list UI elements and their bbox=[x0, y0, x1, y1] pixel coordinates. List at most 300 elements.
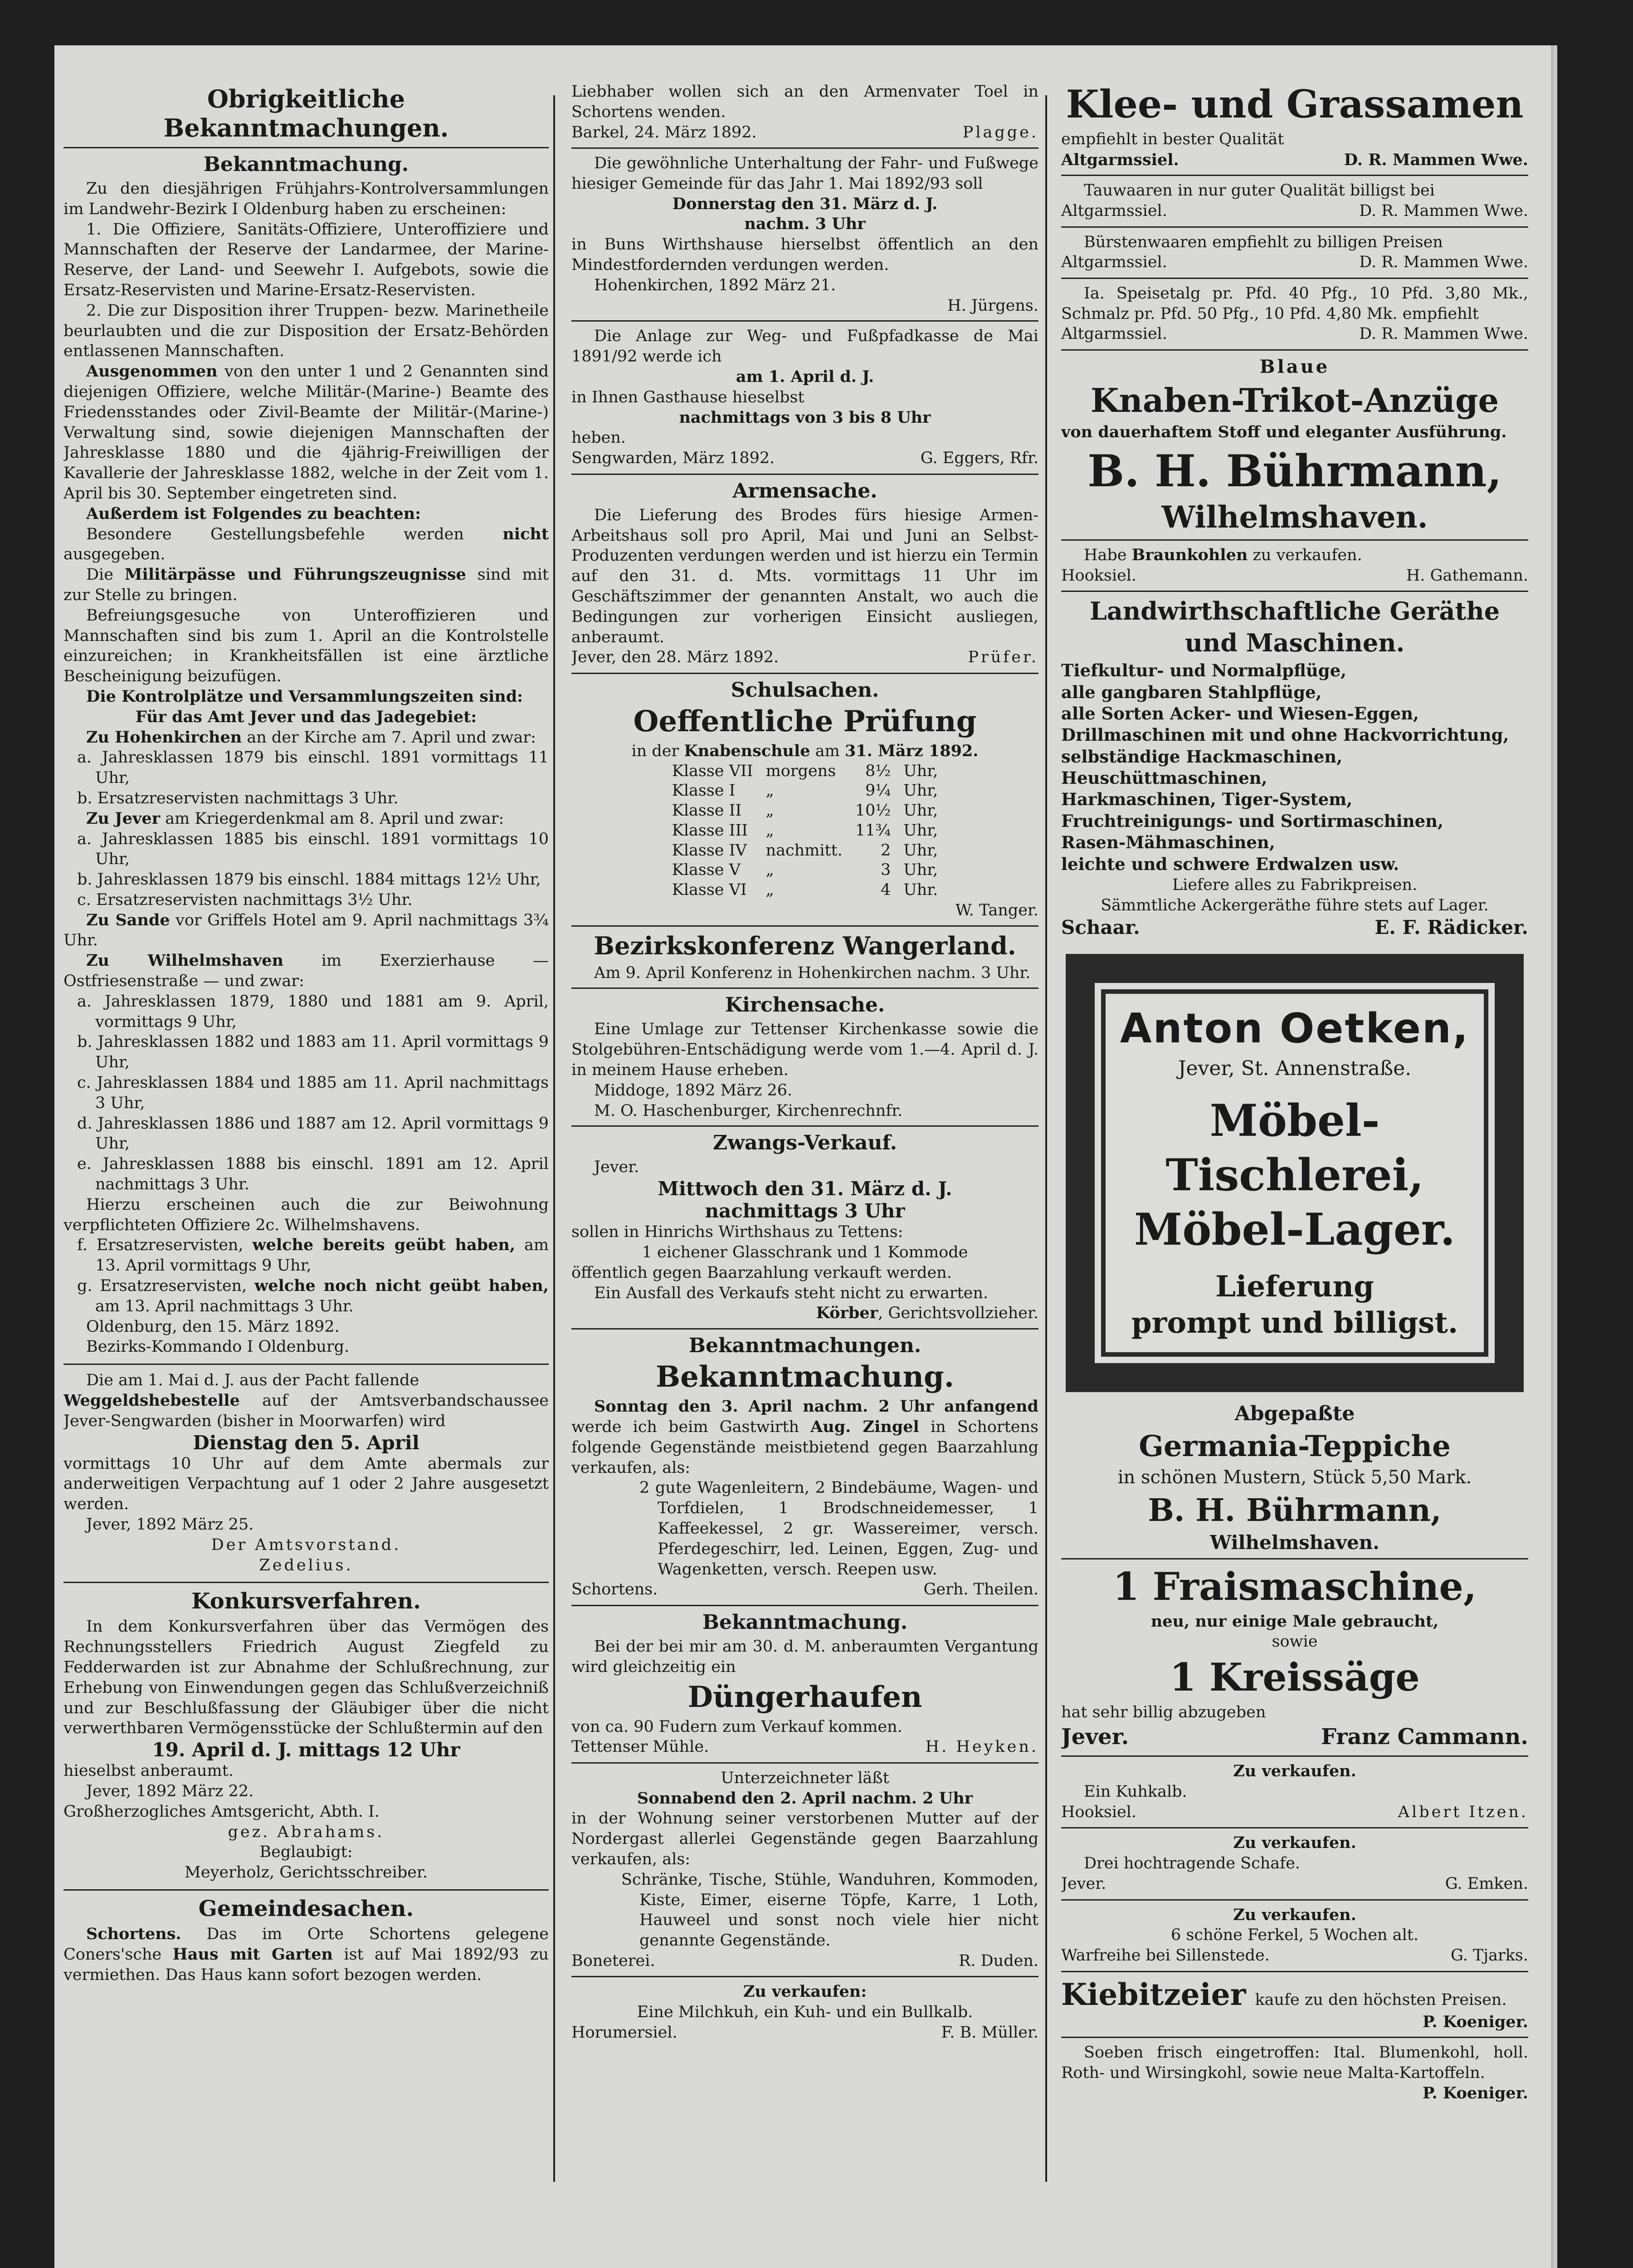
divider bbox=[63, 1582, 549, 1583]
section-heading: Bezirkskonferenz Wangerland. bbox=[594, 931, 1016, 960]
divider bbox=[63, 1889, 549, 1891]
signature: H. Heyken. bbox=[925, 1738, 1038, 1756]
ad-address: Jever, St. Annenstraße. bbox=[1178, 1057, 1412, 1080]
ad-text: Liefere alles zu Fabrikpreisen. bbox=[1172, 875, 1418, 894]
place-date: Barkel, 24. März 1892. bbox=[571, 123, 757, 142]
divider bbox=[571, 1605, 1038, 1606]
section-heading: Zu verkaufen. bbox=[1233, 1762, 1356, 1781]
exam-schedule-cell: „ bbox=[765, 802, 774, 820]
place-date: Hohenkirchen, 1892 März 21. bbox=[594, 276, 836, 294]
signature: G. Emken. bbox=[1445, 1875, 1528, 1893]
place: Altgarmssiel. bbox=[1061, 202, 1167, 220]
exam-schedule-row bbox=[666, 880, 945, 900]
exam-schedule-cell: Klasse VII bbox=[672, 762, 753, 780]
ad-title: 1 Kreissäge bbox=[1170, 1655, 1420, 1700]
notice-text bbox=[571, 741, 1038, 762]
ad-text: von dauerhaftem Stoff und eleganter Ausführung. bbox=[1061, 423, 1507, 442]
ad-text: Blaue bbox=[1259, 356, 1330, 377]
notice-text bbox=[63, 1924, 549, 1985]
place-date: Jever, den 28. März 1892. bbox=[571, 648, 779, 667]
text: ist auf Mai 1892/93 zu vermiethen. Das Haus kann sofort bezogen werden. bbox=[63, 1945, 549, 1984]
divider bbox=[571, 147, 1038, 149]
signature: M. O. Haschenburger, Kirchenrechnfr. bbox=[594, 1101, 903, 1120]
place-date: Schortens. bbox=[571, 1580, 658, 1599]
signature-line bbox=[1061, 1945, 1528, 1966]
notice-title: Oeffentliche Prüfung bbox=[633, 704, 977, 738]
notice-text: Befreiungsgesuche von Unteroffizieren und Mannschaften sind bis zum 1. April an die Kontrolstelle einzureichen; in Krankheitsfällen ist eine ärztliche Bescheinigung beizufügen. bbox=[63, 606, 549, 686]
divider bbox=[63, 147, 549, 148]
section-heading: Gemeindesachen. bbox=[198, 1896, 414, 1921]
divider bbox=[571, 925, 1038, 927]
bold-text: Aug. Zingel bbox=[810, 1418, 919, 1437]
signature: E. F. Rädicker. bbox=[1375, 916, 1528, 939]
section-heading: Zu verkaufen. bbox=[1233, 1833, 1356, 1853]
bold-text: Sonntag den 3. April nachm. 2 Uhr anfangend bbox=[594, 1397, 1038, 1416]
exam-schedule-cell: Uhr, bbox=[903, 802, 938, 820]
notice-item bbox=[63, 1235, 549, 1276]
divider bbox=[571, 1328, 1038, 1330]
notice-text: Am 9. April Konferenz in Hohenkirchen nachm. 3 Uhr. bbox=[594, 963, 1031, 982]
signature: R. Duden. bbox=[959, 1951, 1038, 1970]
section-heading: Zu verkaufen. bbox=[1233, 1905, 1356, 1924]
section-heading: Bekanntmachung. bbox=[702, 1610, 908, 1634]
notice-date: nachm. 3 Uhr bbox=[744, 215, 866, 234]
notice-text: hieselbst anberaumt. bbox=[63, 1762, 234, 1780]
notice-text: 2. Die zur Disposition ihrer Truppen- bezw. Marinetheile beurlaubten und die zur Disposition der Ersatz-Behörden entlassenen Mannschaften. bbox=[63, 301, 549, 361]
exam-schedule-cell: Klasse V bbox=[672, 861, 741, 880]
signature: D. R. Mammen Wwe. bbox=[1359, 325, 1528, 343]
signature-line bbox=[571, 1737, 1038, 1758]
bold-text: nicht bbox=[502, 524, 549, 543]
ad-text: prompt und billigst. bbox=[1131, 1306, 1458, 1340]
section-heading: Schulsachen. bbox=[731, 678, 879, 702]
ad-text: Drei hochtragende Schafe. bbox=[1084, 1854, 1300, 1873]
exam-schedule-cell: 8½ bbox=[865, 762, 891, 780]
exam-schedule-row bbox=[666, 801, 945, 821]
signature-line bbox=[1061, 150, 1528, 171]
signature-line bbox=[571, 448, 1038, 469]
bold-text: Haus mit Garten bbox=[172, 1945, 333, 1964]
notice-text: 1 eichener Glasschrank und 1 Kommode bbox=[642, 1243, 968, 1262]
text: zu verkaufen. bbox=[1248, 546, 1362, 564]
bold-text: Braunkohlen bbox=[1131, 545, 1248, 564]
ad-text: Bürstenwaaren empfiehlt zu billigen Preisen bbox=[1084, 233, 1443, 251]
signature: Bezirks-Kommando I Oldenburg. bbox=[86, 1338, 350, 1356]
exam-schedule-cell: 2 bbox=[880, 841, 891, 860]
exam-schedule-cell: Uhr. bbox=[903, 881, 938, 899]
notice-text: Ein Ausfall des Verkaufs steht nicht zu erwarten. bbox=[594, 1284, 988, 1302]
notice-text: vormittags 10 Uhr auf dem Amte abermals zur anderweitigen Verpachtung auf 1 oder 2 Jahre ausgesetzt werden. bbox=[63, 1454, 549, 1514]
notice-text: 1. Die Offiziere, Sanitäts-Offiziere, Unteroffiziere und Mannschaften der Reserve der Landarmee, der Marine-Reserve, der Land- und Seewehr I. Aufgebots, sowie die Ersatz-Reservisten und Marine-Ersatz-Reservisten. bbox=[63, 220, 549, 299]
notice-text: Die Lieferung des Brodes fürs hiesige Armen-Arbeitshaus soll pro April, Mai und Juni an Selbst-Produzenten verdungen werden und ist hierzu ein Termin auf den 31. d. Mts. vormittags 11 Uhr im Geschäftszimmer der genannten Anstalt, wo auch die Bedingungen zur vorherigen Einsicht ausliegen, anberaumt. bbox=[571, 506, 1038, 646]
text: im Exerzierhause — Ostfriesenstraße — und zwar: bbox=[63, 952, 549, 991]
column-left bbox=[63, 82, 549, 2214]
signature: Zedelius. bbox=[259, 1556, 353, 1574]
newspaper-page bbox=[54, 45, 1551, 2268]
signature-line bbox=[571, 647, 1038, 668]
place-date: Middoge, 1892 März 26. bbox=[594, 1081, 793, 1100]
bold-text: Weggeldshebestelle bbox=[63, 1391, 240, 1410]
notice-text: Die Anlage zur Weg- und Fußpfadkasse de Mai 1891/92 werde ich bbox=[571, 327, 1038, 366]
divider bbox=[571, 1976, 1038, 1977]
exam-schedule-cell: „ bbox=[765, 861, 774, 880]
bold-text: Zu Jever bbox=[86, 809, 161, 828]
text: in Schortens folgende Gegenstände meistbietend gegen Baarzahlung verkaufen, als: bbox=[571, 1418, 1038, 1477]
text: g. Ersatzreservisten, bbox=[77, 1277, 255, 1295]
ad-text: Lieferung bbox=[1215, 1270, 1374, 1304]
section-heading: Kirchensache. bbox=[725, 993, 885, 1017]
notice-text: Die gewöhnliche Unterhaltung der Fahr- und Fußwege hiesiger Gemeinde für das Jahr 1. Mai 1892/93 soll bbox=[571, 154, 1038, 193]
notice-date: nachmittags 3 Uhr bbox=[705, 1200, 905, 1222]
text: in der bbox=[631, 742, 684, 760]
ad-title: Landwirthschaftliche Geräthe bbox=[1089, 596, 1500, 626]
notice-text: Liebhaber wollen sich an den Armenvater Toel in Schortens wenden. bbox=[571, 83, 1038, 121]
ad-text: neu, nur einige Male gebraucht, bbox=[1150, 1612, 1439, 1631]
signature-line bbox=[1061, 324, 1528, 345]
place-date: Oldenburg, den 15. März 1892. bbox=[86, 1317, 340, 1336]
exam-schedule-cell: 10½ bbox=[855, 802, 891, 820]
exam-schedule-cell: nachmitt. bbox=[765, 841, 843, 860]
column-right bbox=[1061, 82, 1528, 2214]
signature bbox=[571, 1303, 1038, 1324]
ad-place: Wilhelmshaven. bbox=[1210, 1531, 1380, 1554]
signature: Beglaubigt: bbox=[259, 1843, 353, 1862]
notice-text: Die am 1. Mai d. J. aus der Pacht fallende bbox=[86, 1371, 419, 1390]
notice-item: d. Jahresklassen 1886 und 1887 am 12. April vormittags 9 Uhr, bbox=[77, 1114, 549, 1153]
notice-text bbox=[63, 809, 549, 829]
notice-item: a. Jahresklassen 1879 bis einschl. 1891 vormittags 11 Uhr, bbox=[77, 748, 549, 787]
ad-place: Wilhelmshaven. bbox=[1161, 499, 1428, 535]
exam-schedule-cell: Klasse III bbox=[672, 821, 748, 840]
divider bbox=[1061, 1899, 1528, 1901]
divider bbox=[571, 987, 1038, 989]
signature-line bbox=[1061, 1874, 1528, 1895]
text: sind mit zur Stelle zu bringen. bbox=[63, 566, 549, 604]
exam-schedule-cell: 11¾ bbox=[855, 821, 891, 840]
place: Schaar. bbox=[1061, 916, 1140, 939]
ad-text: Soeben frisch eingetroffen: Ital. Blumenkohl, holl. Roth- und Wirsingkohl, sowie neue Malta-Kartoffeln. bbox=[1061, 2043, 1528, 2082]
notice-item: c. Jahresklassen 1884 und 1885 am 11. April nachmittags 3 Uhr, bbox=[77, 1074, 549, 1112]
machinery-item: alle Sorten Acker- und Wiesen-Eggen, bbox=[1061, 703, 1419, 723]
signature-line bbox=[1061, 1802, 1528, 1823]
exam-schedule-row bbox=[666, 841, 945, 861]
notice-text: in der Wohnung seiner verstorbenen Mutter auf der Nordergast allerlei Gegenstände gegen Baarzahlung verkaufen, als: bbox=[571, 1809, 1038, 1868]
notice-text: Eine Umlage zur Tettenser Kirchenkasse sowie die Stolgebühren-Entschädigung werde vom 1.—4. April d. J. in meinem Hause erheben. bbox=[571, 1020, 1038, 1080]
text: werde ich beim Gastwirth bbox=[571, 1418, 811, 1437]
divider bbox=[571, 1125, 1038, 1127]
text: Besondere Gestellungsbefehle werden bbox=[86, 525, 503, 543]
text: ausgegeben. bbox=[63, 545, 166, 564]
signature: G. Eggers, Rfr. bbox=[920, 449, 1038, 468]
bold-text: Ausgenommen bbox=[86, 362, 218, 381]
signature: Großherzogliches Amtsgericht, Abth. I. bbox=[63, 1802, 380, 1821]
notice-date: 19. April d. J. mittags 12 Uhr bbox=[152, 1739, 460, 1761]
text: f. Ersatzreservisten, bbox=[77, 1236, 253, 1255]
machinery-item: Heuschüttmaschinen, bbox=[1061, 768, 1267, 788]
place-date: Jever, 1892 März 22. bbox=[86, 1782, 254, 1800]
divider bbox=[571, 320, 1038, 322]
machinery-item: selbständige Hackmaschinen, bbox=[1061, 746, 1343, 767]
exam-schedule-cell: Klasse VI bbox=[672, 881, 747, 899]
bold-text: Knabenschule bbox=[684, 741, 810, 760]
section-heading: Zwangs-Verkauf. bbox=[712, 1131, 897, 1155]
machinery-item: Drillmaschinen mit und ohne Hackvorrichtung, bbox=[1061, 725, 1509, 745]
signature: Meyerholz, Gerichtsschreiber. bbox=[185, 1863, 428, 1882]
notice-text: Für das Amt Jever und das Jadegebiet: bbox=[135, 707, 477, 726]
notice-text bbox=[63, 524, 549, 565]
oetken-ad-frame bbox=[1066, 954, 1524, 1392]
ad-title: Kiebitzeier bbox=[1061, 1976, 1246, 2012]
exam-schedule-cell: „ bbox=[765, 782, 774, 800]
signature-line bbox=[571, 122, 1038, 143]
notice-text bbox=[63, 1391, 549, 1432]
section-heading: Konkursverfahren. bbox=[191, 1589, 421, 1614]
divider bbox=[571, 673, 1038, 674]
notice-text: Zu den diesjährigen Frühjahrs-Kontrolversammlungen im Landwehr-Bezirk I Oldenburg haben zu erscheinen: bbox=[63, 180, 549, 218]
ad-text: hat sehr billig abzugeben bbox=[1061, 1703, 1266, 1722]
notice-text bbox=[571, 1397, 1038, 1478]
place: Warfreihe bei Sillenstede. bbox=[1061, 1946, 1270, 1965]
text: Habe bbox=[1084, 546, 1132, 564]
signature: Prüfer. bbox=[968, 648, 1038, 667]
exam-schedule-cell: 3 bbox=[880, 861, 891, 880]
bold-text: Militärpässe und Führungszeugnisse bbox=[124, 565, 466, 584]
ad-text: 6 schöne Ferkel, 5 Wochen alt. bbox=[1171, 1926, 1419, 1945]
signature: G. Tjarks. bbox=[1450, 1946, 1528, 1965]
place: Altgarmssiel. bbox=[1061, 253, 1167, 272]
notice-text bbox=[63, 728, 549, 748]
ad-text: Ein Kuhkalb. bbox=[1084, 1783, 1187, 1801]
place: Altgarmssiel. bbox=[1061, 150, 1179, 169]
ad-text: Abgepaßte bbox=[1234, 1402, 1355, 1426]
ad-title: Möbel-Lager. bbox=[1134, 1204, 1455, 1256]
bold-text: welche bereits geübt haben, bbox=[252, 1236, 516, 1255]
text: am bbox=[810, 742, 845, 760]
notice-date: nachmittags von 3 bis 8 Uhr bbox=[679, 408, 931, 427]
divider bbox=[1061, 591, 1528, 592]
section-heading: Obrigkeitliche Bekanntmachungen. bbox=[163, 84, 449, 142]
place: Jever. bbox=[1061, 1724, 1129, 1750]
exam-schedule-cell: Klasse IV bbox=[672, 841, 747, 860]
signature: Plagge. bbox=[962, 123, 1038, 142]
notice-text: Hierzu erscheinen auch die zur Beiwohnung verpflichteten Offiziere 2c. Wilhelmshavens. bbox=[63, 1195, 549, 1234]
exam-schedule-cell: „ bbox=[765, 881, 774, 899]
notice-text: heben. bbox=[571, 429, 626, 447]
signature: H. Gathemann. bbox=[1406, 566, 1528, 585]
notice-item: b. Jahresklassen 1882 und 1883 am 11. April vormittags 9 Uhr, bbox=[77, 1033, 549, 1072]
signature: D. R. Mammen Wwe. bbox=[1344, 150, 1528, 169]
ad-name: B. H. Bührmann, bbox=[1087, 445, 1502, 497]
text: an der Kirche am 7. April und zwar: bbox=[242, 728, 536, 747]
signature: W. Tanger. bbox=[955, 901, 1038, 919]
signature-line bbox=[1061, 566, 1528, 587]
notice-date: Mittwoch den 31. März d. J. bbox=[658, 1178, 952, 1200]
divider bbox=[571, 1762, 1038, 1764]
place: Jever. bbox=[1061, 1875, 1107, 1893]
notice-item: b. Ersatzreservisten nachmittags 3 Uhr. bbox=[77, 789, 399, 807]
ad-text: empfiehlt in bester Qualität bbox=[1061, 130, 1284, 148]
column-rule bbox=[553, 95, 555, 2182]
ad-title: Klee- und Grassamen bbox=[1066, 82, 1524, 127]
machinery-item: Tiefkultur- und Normalpflüge, bbox=[1061, 660, 1347, 681]
divider bbox=[1061, 175, 1528, 176]
notice-item: b. Jahresklassen 1879 bis einschl. 1884 mittags 12½ Uhr, bbox=[77, 870, 541, 889]
notice-date: Sonnabend den 2. April nachm. 2 Uhr bbox=[637, 1789, 973, 1808]
place-date: Horumersiel. bbox=[571, 2024, 678, 2042]
signature: D. R. Mammen Wwe. bbox=[1359, 253, 1528, 272]
text: am 13. April nachmittags 3 Uhr. bbox=[95, 1297, 354, 1315]
divider bbox=[1061, 1971, 1528, 1972]
signature-line bbox=[1061, 201, 1528, 222]
signature-line bbox=[571, 2023, 1038, 2043]
ad-name: B. H. Bührmann, bbox=[1148, 1492, 1442, 1529]
notice-item: c. Ersatzreservisten nachmittags 3½ Uhr. bbox=[77, 890, 413, 909]
notice-date: Dienstag den 5. April bbox=[193, 1431, 419, 1454]
signature: Gerh. Theilen. bbox=[923, 1580, 1038, 1599]
ad-title: 1 Fraismaschine, bbox=[1112, 1564, 1477, 1609]
machinery-item: Harkmaschinen, Tiger-System, bbox=[1061, 789, 1353, 810]
place: Hooksiel. bbox=[1061, 1803, 1137, 1821]
notice-text: Schränke, Tische, Stühle, Wanduhren, Kommoden, Kiste, Eimer, eiserne Töpfe, Karre, 1 Loth, Hauweel und sonst noch viele hier nicht genannte Gegenstände. bbox=[621, 1870, 1038, 1950]
text: auf der Amtsverbandschaussee Jever-Sengwarden (bisher in Moorwarfen) wird bbox=[63, 1392, 549, 1430]
divider bbox=[1061, 278, 1528, 279]
signature-line bbox=[1061, 915, 1528, 940]
machinery-list bbox=[1061, 660, 1528, 875]
machinery-item: leichte und schwere Erdwalzen usw. bbox=[1061, 854, 1399, 874]
signature: Franz Cammann. bbox=[1321, 1724, 1528, 1750]
notice-date: Donnerstag den 31. März d. J. bbox=[672, 194, 938, 213]
section-heading: Zu verkaufen: bbox=[743, 1982, 867, 2001]
text: Das im Orte Schortens gelegene Coners'sche bbox=[63, 1925, 549, 1964]
column-middle bbox=[571, 82, 1038, 2214]
exam-schedule-row bbox=[666, 860, 945, 880]
divider bbox=[1061, 1558, 1528, 1559]
bold-text: Zu Wilhelmshaven bbox=[86, 951, 283, 970]
notice-text: 2 gute Wagenleitern, 2 Bindebäume, Wagen- und Torfdielen, 1 Brodschneidemesser, 1 Kaffeekessel, 2 gr. Wassereimer, versch. Pferdegeschirr, led. Leinen, Eggen, Zug- und Wagenketten, versch. Reepen usw. bbox=[639, 1479, 1038, 1579]
notice-text: Bei der bei mir am 30. d. M. anberaumten Vergantung wird gleichzeitig ein bbox=[571, 1637, 1038, 1676]
exam-schedule-cell: Uhr, bbox=[903, 861, 938, 880]
divider bbox=[571, 474, 1038, 475]
exam-schedule-row bbox=[666, 781, 945, 801]
column-rule bbox=[1045, 95, 1047, 2182]
bold-text: Schortens. bbox=[86, 1924, 181, 1943]
place: Jever. bbox=[594, 1158, 639, 1177]
divider bbox=[1061, 1827, 1528, 1828]
bold-text: 31. März 1892. bbox=[844, 741, 979, 760]
machinery-item: alle gangbaren Stahlpflüge, bbox=[1061, 682, 1322, 702]
divider bbox=[1061, 539, 1528, 541]
divider bbox=[63, 1364, 549, 1365]
exam-schedule-cell: Uhr, bbox=[903, 782, 938, 800]
ad-title: Germania-Teppiche bbox=[1139, 1429, 1451, 1464]
notice-title: Bekanntmachung. bbox=[203, 153, 409, 176]
place-date: Tettenser Mühle. bbox=[571, 1738, 709, 1756]
notice-text: sollen in Hinrichs Wirthshaus zu Tettens: bbox=[571, 1223, 903, 1242]
signature: D. R. Mammen Wwe. bbox=[1359, 202, 1528, 220]
ad-name: Anton Oetken, bbox=[1120, 1005, 1470, 1053]
exam-schedule-cell: „ bbox=[765, 821, 774, 840]
notice-text: Unterzeichneter läßt bbox=[721, 1769, 889, 1787]
ad-text: Ia. Speisetalg pr. Pfd. 40 Pfg., 10 Pfd. 3,80 Mk., Schmalz pr. Pfd. 50 Pfg., 10 Pfd. 4,80 Mk. empfiehlt bbox=[1061, 284, 1528, 323]
signature: Der Amtsvorstand. bbox=[211, 1535, 401, 1554]
exam-schedule-cell: 4 bbox=[880, 881, 891, 899]
text: von den unter 1 und 2 Genannten sind diejenigen Offiziere, welche Militär-(Marine-) Beamte des Friedensstandes oder Zivil-Beamte der Militär-(Marine-) Verwaltung sind, sowie diejenigen Mannschaften der Jahresklasse 1880 und die 4jährig-Freiwilligen der Kavallerie der Jahresklasse 1882, welche in der Zeit vom 1. April bis 30. September eingetreten sind. bbox=[63, 362, 549, 503]
signature: gez. Abrahams. bbox=[228, 1823, 385, 1841]
bold-text: welche noch nicht geübt haben, bbox=[254, 1276, 549, 1295]
ad-text: kaufe zu den höchsten Preisen. bbox=[1255, 1990, 1507, 2009]
notice-item: e. Jahresklassen 1888 bis einschl. 1891 am 12. April nachmittags 3 Uhr. bbox=[77, 1155, 549, 1194]
notice-text: öffentlich gegen Baarzahlung verkauft werden. bbox=[571, 1263, 952, 1282]
signature: Albert Itzen. bbox=[1398, 1803, 1528, 1821]
ad-title: Möbel-Tischlerei, bbox=[1165, 1095, 1424, 1201]
divider bbox=[1061, 226, 1528, 228]
exam-schedule-cell: Uhr, bbox=[903, 821, 938, 840]
divider bbox=[1061, 349, 1528, 351]
notice-title: Bekanntmachung. bbox=[655, 1360, 955, 1394]
notice-date: am 1. April d. J. bbox=[736, 367, 874, 386]
ad-text: Tauwaaren in nur guter Qualität billigst bei bbox=[1084, 181, 1435, 200]
machinery-item: Fruchtreinigungs- und Sortirmaschinen, bbox=[1061, 811, 1443, 831]
ad-title: Knaben-Trikot-Anzüge bbox=[1090, 381, 1499, 420]
place-date: Sengwarden, März 1892. bbox=[571, 449, 775, 468]
bold-text: Zu Sande bbox=[86, 910, 170, 929]
exam-schedule-cell: Klasse II bbox=[672, 802, 742, 820]
place: Hooksiel. bbox=[1061, 566, 1137, 585]
signature-line bbox=[1061, 252, 1528, 273]
exam-schedule-table bbox=[666, 762, 945, 900]
signature: P. Koeniger. bbox=[1422, 2012, 1528, 2031]
ad-text: in schönen Mustern, Stück 5,50 Mark. bbox=[1117, 1467, 1472, 1488]
notice-text: in Buns Wirthshause hierselbst öffentlich an den Mindestfordernden verdungen werden. bbox=[571, 235, 1038, 274]
signature-line bbox=[571, 1951, 1038, 1972]
notice-text: Außerdem ist Folgendes zu beachten: bbox=[86, 504, 421, 523]
signature: P. Koeniger. bbox=[1422, 2084, 1528, 2102]
text: vor Griffels Hotel am 9. April nachmittags 3¾ Uhr. bbox=[63, 911, 549, 950]
exam-schedule-cell: Uhr, bbox=[903, 841, 938, 860]
ad-text bbox=[1061, 545, 1528, 566]
notice-text: Die Kontrolplätze und Versammlungszeiten sind: bbox=[86, 687, 523, 706]
ad-title: und Maschinen. bbox=[1185, 628, 1405, 658]
signature-line bbox=[571, 1579, 1038, 1600]
notice-item: a. Jahresklassen 1885 bis einschl. 1891 vormittags 10 Uhr, bbox=[77, 830, 549, 869]
text: , Gerichtsvollzieher. bbox=[878, 1304, 1038, 1323]
kiebitz-ad bbox=[1061, 1977, 1528, 2012]
bold-text: Körber bbox=[816, 1304, 878, 1323]
notice-text bbox=[63, 362, 549, 504]
notice-text: von ca. 90 Fudern zum Verkauf kommen. bbox=[571, 1717, 902, 1736]
text: am Kriegerdenkmal am 8. April und zwar: bbox=[160, 809, 504, 828]
signature: H. Jürgens. bbox=[947, 296, 1038, 315]
divider bbox=[1061, 2037, 1528, 2038]
place-date: Boneterei. bbox=[571, 1951, 655, 1970]
divider bbox=[1061, 1755, 1528, 1757]
notice-text bbox=[63, 910, 549, 951]
notice-item bbox=[63, 1276, 549, 1317]
text: Die bbox=[86, 566, 125, 584]
notice-text: Eine Milchkuh, ein Kuh- und ein Bullkalb. bbox=[637, 2003, 973, 2022]
text: am 13. April vormittags 9 Uhr, bbox=[95, 1236, 549, 1275]
place-date: Jever, 1892 März 25. bbox=[86, 1515, 254, 1534]
exam-schedule-cell: 9¼ bbox=[865, 782, 891, 800]
notice-text: In dem Konkursverfahren über das Vermögen des Rechnungsstellers Friedrich August Ziegfeld zu Fedderwarden ist zur Abnahme der Schlußrechnung, zur Erhebung von Einwendungen gegen das Schlußverzeichniß und zur Beschlußfassung der Gläubiger über die nicht verwerthbaren Vermögensstücke der Schlußtermin auf den bbox=[63, 1618, 549, 1738]
notice-text bbox=[63, 565, 549, 606]
signature-line bbox=[1061, 1723, 1528, 1751]
exam-schedule-cell: morgens bbox=[765, 762, 836, 780]
exam-schedule-cell: Uhr, bbox=[903, 762, 938, 780]
section-heading: Bekanntmachungen. bbox=[688, 1334, 921, 1358]
place: Altgarmssiel. bbox=[1061, 325, 1167, 343]
notice-item: a. Jahresklassen 1879, 1880 und 1881 am 9. April, vormittags 9 Uhr, bbox=[77, 992, 549, 1031]
